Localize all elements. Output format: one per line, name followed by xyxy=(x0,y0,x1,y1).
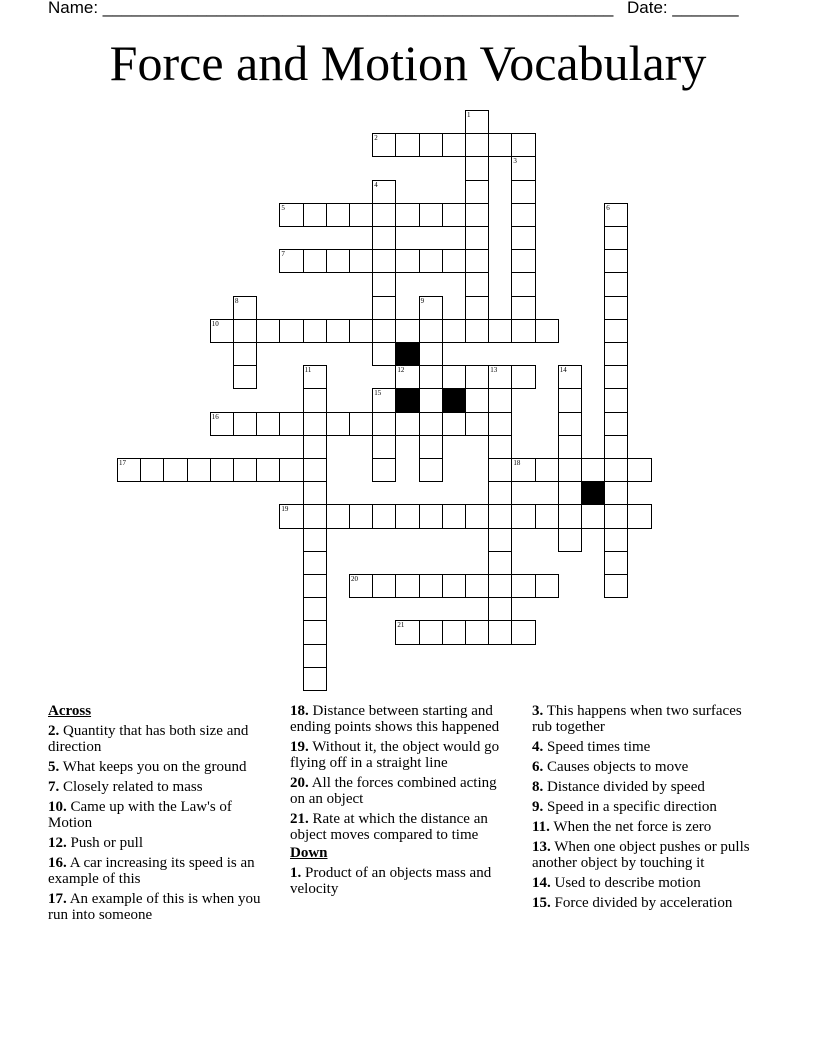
grid-cell[interactable] xyxy=(419,388,443,412)
grid-cell[interactable] xyxy=(279,319,303,343)
grid-cell[interactable] xyxy=(465,203,489,227)
grid-cell[interactable] xyxy=(442,133,466,157)
grid-cell[interactable] xyxy=(465,110,489,134)
grid-cell[interactable] xyxy=(488,458,512,482)
grid-cell[interactable] xyxy=(488,504,512,528)
grid-cell[interactable] xyxy=(372,226,396,250)
clue-across-10: 10. Came up with the Law's of Motion xyxy=(48,799,232,831)
across-heading: Across xyxy=(48,703,92,719)
grid-cell[interactable] xyxy=(140,458,164,482)
grid-cell[interactable] xyxy=(303,481,327,505)
grid-number: 18 xyxy=(513,459,521,467)
grid-cell[interactable] xyxy=(419,319,443,343)
grid-number: 8 xyxy=(235,296,239,305)
grid-cell[interactable] xyxy=(303,667,327,691)
grid-number: 12 xyxy=(397,366,405,375)
grid-cell[interactable] xyxy=(442,620,466,644)
grid-block xyxy=(581,481,605,505)
grid-cell[interactable] xyxy=(604,342,628,366)
grid-cell[interactable] xyxy=(279,249,303,273)
grid-cell[interactable] xyxy=(465,412,489,436)
grid-cell[interactable] xyxy=(395,203,419,227)
grid-cell[interactable] xyxy=(511,574,535,598)
grid-number: 14 xyxy=(559,366,567,375)
grid-cell[interactable] xyxy=(303,504,327,528)
grid-cell[interactable] xyxy=(372,133,396,157)
grid-number: 13 xyxy=(490,366,498,375)
grid-cell[interactable] xyxy=(303,365,327,389)
grid-number: 4 xyxy=(374,180,378,189)
grid-cell[interactable] xyxy=(511,504,535,528)
grid-cell[interactable] xyxy=(210,458,234,482)
grid-cell[interactable] xyxy=(604,296,628,320)
grid-cell[interactable] xyxy=(604,203,628,227)
grid-cell[interactable] xyxy=(395,365,419,389)
grid-cell[interactable] xyxy=(488,412,512,436)
grid-cell[interactable] xyxy=(558,458,582,482)
grid-cell[interactable] xyxy=(465,296,489,320)
grid-cell[interactable] xyxy=(117,458,141,482)
grid-number: 11 xyxy=(304,366,312,375)
grid-number: 10 xyxy=(211,319,219,328)
grid-cell[interactable] xyxy=(303,528,327,552)
grid-cell[interactable] xyxy=(604,528,628,552)
grid-cell[interactable] xyxy=(442,319,466,343)
grid-cell[interactable] xyxy=(349,203,373,227)
grid-cell[interactable] xyxy=(210,412,234,436)
grid-cell[interactable] xyxy=(372,388,396,412)
grid-cell[interactable] xyxy=(488,597,512,621)
grid-cell[interactable] xyxy=(558,388,582,412)
grid-cell[interactable] xyxy=(558,504,582,528)
grid-cell[interactable] xyxy=(558,481,582,505)
grid-cell[interactable] xyxy=(303,388,327,412)
grid-cell[interactable] xyxy=(465,319,489,343)
grid-cell[interactable] xyxy=(465,249,489,273)
grid-cell[interactable] xyxy=(488,574,512,598)
grid-number: 2 xyxy=(374,134,378,143)
grid-cell[interactable] xyxy=(372,249,396,273)
grid-cell[interactable] xyxy=(511,249,535,273)
grid-cell[interactable] xyxy=(349,504,373,528)
grid-cell[interactable] xyxy=(465,620,489,644)
grid-cell[interactable] xyxy=(511,365,535,389)
clue-column-2 xyxy=(290,703,512,901)
grid-cell[interactable] xyxy=(604,226,628,250)
grid-cell[interactable] xyxy=(535,458,559,482)
grid-cell[interactable] xyxy=(604,365,628,389)
grid-cell[interactable] xyxy=(303,203,327,227)
grid-cell[interactable] xyxy=(419,574,443,598)
clue-down-14: 14. Used to describe motion xyxy=(532,875,701,891)
grid-cell[interactable] xyxy=(581,504,605,528)
grid-cell[interactable] xyxy=(488,388,512,412)
grid-number: 5 xyxy=(281,203,285,212)
grid-cell[interactable] xyxy=(511,296,535,320)
grid-cell[interactable] xyxy=(326,203,350,227)
grid-cell[interactable] xyxy=(419,365,443,389)
grid-cell[interactable] xyxy=(303,458,327,482)
grid-cell[interactable] xyxy=(395,133,419,157)
grid-cell[interactable] xyxy=(233,342,257,366)
grid-cell[interactable] xyxy=(326,504,350,528)
grid-number: 21 xyxy=(397,621,405,630)
grid-cell[interactable] xyxy=(488,620,512,644)
grid-cell[interactable] xyxy=(372,180,396,204)
grid-cell[interactable] xyxy=(256,319,280,343)
grid-cell[interactable] xyxy=(303,597,327,621)
grid-cell[interactable] xyxy=(465,272,489,296)
grid-cell[interactable] xyxy=(233,412,257,436)
grid-cell[interactable] xyxy=(488,528,512,552)
clue-across-2: 2. Quantity that has both size and direction xyxy=(48,723,249,755)
grid-cell[interactable] xyxy=(488,133,512,157)
grid-cell[interactable] xyxy=(465,504,489,528)
clue-down-6: 6. Causes objects to move xyxy=(532,759,689,775)
grid-cell[interactable] xyxy=(442,574,466,598)
grid-block xyxy=(395,388,419,412)
grid-cell[interactable] xyxy=(395,249,419,273)
grid-cell[interactable] xyxy=(303,574,327,598)
clue-across-19: 19. Without it, the object would go flying off in a straight line xyxy=(290,739,500,771)
grid-cell[interactable] xyxy=(442,412,466,436)
grid-cell[interactable] xyxy=(604,551,628,575)
clue-down-11: 11. When the net force is zero xyxy=(532,819,712,835)
grid-cell[interactable] xyxy=(558,365,582,389)
grid-cell[interactable] xyxy=(488,319,512,343)
grid-cell[interactable] xyxy=(233,365,257,389)
grid-number: 16 xyxy=(211,412,219,421)
grid-number: 15 xyxy=(374,389,382,398)
grid-cell[interactable] xyxy=(395,574,419,598)
grid-cell[interactable] xyxy=(627,458,651,482)
grid-cell[interactable] xyxy=(372,342,396,366)
grid-cell[interactable] xyxy=(488,365,512,389)
grid-cell[interactable] xyxy=(511,272,535,296)
grid-cell[interactable] xyxy=(279,504,303,528)
grid-cell[interactable] xyxy=(163,458,187,482)
grid-cell[interactable] xyxy=(604,272,628,296)
grid-cell[interactable] xyxy=(604,319,628,343)
grid-cell[interactable] xyxy=(558,412,582,436)
grid-cell[interactable] xyxy=(488,481,512,505)
clue-down-4: 4. Speed times time xyxy=(532,739,651,755)
grid-cell[interactable] xyxy=(303,319,327,343)
grid-cell[interactable] xyxy=(535,504,559,528)
grid-cell[interactable] xyxy=(419,342,443,366)
grid-cell[interactable] xyxy=(279,412,303,436)
grid-cell[interactable] xyxy=(349,249,373,273)
grid-cell[interactable] xyxy=(511,203,535,227)
grid-cell[interactable] xyxy=(187,458,211,482)
grid-cell[interactable] xyxy=(604,504,628,528)
grid-cell[interactable] xyxy=(419,435,443,459)
grid-cell[interactable] xyxy=(372,458,396,482)
grid-number: 7 xyxy=(281,250,285,259)
grid-cell[interactable] xyxy=(256,458,280,482)
grid-cell[interactable] xyxy=(419,458,443,482)
grid-cell[interactable] xyxy=(488,435,512,459)
grid-cell[interactable] xyxy=(395,412,419,436)
grid-cell[interactable] xyxy=(604,458,628,482)
clue-down-8: 8. Distance divided by speed xyxy=(532,779,705,795)
grid-cell[interactable] xyxy=(442,203,466,227)
grid-cell[interactable] xyxy=(256,412,280,436)
grid-block xyxy=(395,342,419,366)
clue-across-18: 18. Distance between starting and ending points shows this happened xyxy=(290,703,500,735)
grid-cell[interactable] xyxy=(535,574,559,598)
clue-down-13: 13. When one object pushes or pulls another object by touching it xyxy=(532,839,750,871)
clue-across-7: 7. Closely related to mass xyxy=(48,779,203,795)
grid-cell[interactable] xyxy=(395,319,419,343)
date-field[interactable]: Date: _______ xyxy=(627,0,739,17)
grid-cell[interactable] xyxy=(326,319,350,343)
grid-cell[interactable] xyxy=(303,551,327,575)
grid-cell[interactable] xyxy=(349,574,373,598)
grid-number: 6 xyxy=(606,203,610,212)
grid-cell[interactable] xyxy=(511,226,535,250)
grid-cell[interactable] xyxy=(627,504,651,528)
clue-down-9: 9. Speed in a specific direction xyxy=(532,799,717,815)
grid-cell[interactable] xyxy=(511,133,535,157)
grid-number: 3 xyxy=(513,157,517,166)
grid-cell[interactable] xyxy=(465,226,489,250)
clue-down-3: 3. This happens when two surfaces rub together xyxy=(532,703,742,735)
grid-cell[interactable] xyxy=(465,156,489,180)
grid-cell[interactable] xyxy=(604,574,628,598)
grid-cell[interactable] xyxy=(233,458,257,482)
grid-cell[interactable] xyxy=(511,180,535,204)
clue-down-15: 15. Force divided by acceleration xyxy=(532,895,733,911)
grid-cell[interactable] xyxy=(419,203,443,227)
clue-across-16: 16. A car increasing its speed is an example of this xyxy=(48,855,255,887)
grid-cell[interactable] xyxy=(442,249,466,273)
grid-cell[interactable] xyxy=(279,203,303,227)
clue-across-17: 17. An example of this is when you run into someone xyxy=(48,891,261,923)
grid-cell[interactable] xyxy=(604,388,628,412)
grid-cell[interactable] xyxy=(419,249,443,273)
grid-cell[interactable] xyxy=(558,435,582,459)
grid-cell[interactable] xyxy=(604,412,628,436)
clue-across-21: 21. Rate at which the distance an object moves compared to time xyxy=(290,811,488,843)
grid-cell[interactable] xyxy=(303,249,327,273)
grid-cell[interactable] xyxy=(488,551,512,575)
grid-cell[interactable] xyxy=(511,620,535,644)
grid-cell[interactable] xyxy=(279,458,303,482)
clue-across-20: 20. All the forces combined acting on an object xyxy=(290,775,497,807)
down-heading: Down xyxy=(290,845,328,861)
grid-cell[interactable] xyxy=(303,620,327,644)
grid-cell[interactable] xyxy=(419,296,443,320)
grid-number: 20 xyxy=(351,575,358,583)
grid-block xyxy=(442,388,466,412)
grid-cell[interactable] xyxy=(511,319,535,343)
grid-cell[interactable] xyxy=(372,203,396,227)
grid-cell[interactable] xyxy=(511,156,535,180)
grid-cell[interactable] xyxy=(419,504,443,528)
clue-column-1 xyxy=(48,703,270,927)
grid-cell[interactable] xyxy=(604,481,628,505)
grid-cell[interactable] xyxy=(233,319,257,343)
grid-cell[interactable] xyxy=(372,412,396,436)
grid-cell[interactable] xyxy=(303,644,327,668)
grid-cell[interactable] xyxy=(419,412,443,436)
name-field[interactable]: Name: ______________________________________________________ xyxy=(48,0,614,17)
grid-cell[interactable] xyxy=(349,412,373,436)
grid-cell[interactable] xyxy=(465,365,489,389)
grid-cell[interactable] xyxy=(210,319,234,343)
grid-cell[interactable] xyxy=(419,133,443,157)
grid-cell[interactable] xyxy=(465,133,489,157)
grid-cell[interactable] xyxy=(349,319,373,343)
grid-cell[interactable] xyxy=(419,620,443,644)
grid-cell[interactable] xyxy=(372,272,396,296)
grid-number: 1 xyxy=(467,111,471,119)
grid-cell[interactable] xyxy=(442,365,466,389)
grid-number: 17 xyxy=(119,459,126,467)
grid-cell[interactable] xyxy=(581,458,605,482)
grid-cell[interactable] xyxy=(558,528,582,552)
grid-cell[interactable] xyxy=(303,435,327,459)
grid-cell[interactable] xyxy=(233,296,257,320)
grid-cell[interactable] xyxy=(326,412,350,436)
grid-cell[interactable] xyxy=(303,412,327,436)
grid-cell[interactable] xyxy=(395,620,419,644)
grid-cell[interactable] xyxy=(465,180,489,204)
grid-cell[interactable] xyxy=(372,296,396,320)
grid-cell[interactable] xyxy=(395,504,419,528)
grid-number: 9 xyxy=(420,296,425,305)
grid-cell[interactable] xyxy=(604,249,628,273)
clue-across-12: 12. Push or pull xyxy=(48,835,144,851)
grid-cell[interactable] xyxy=(465,574,489,598)
grid-cell[interactable] xyxy=(326,249,350,273)
grid-cell[interactable] xyxy=(372,504,396,528)
clue-across-5: 5. What keeps you on the ground xyxy=(48,759,247,775)
clue-down-1: 1. Product of an objects mass and velocity xyxy=(290,865,492,897)
grid-cell[interactable] xyxy=(372,435,396,459)
grid-cell[interactable] xyxy=(511,458,535,482)
clue-column-3 xyxy=(532,703,760,915)
grid-cell[interactable] xyxy=(604,435,628,459)
grid-cell[interactable] xyxy=(535,319,559,343)
grid-number: 19 xyxy=(281,505,289,514)
page-title: Force and Motion Vocabulary xyxy=(109,35,707,91)
grid-cell[interactable] xyxy=(372,319,396,343)
grid-cell[interactable] xyxy=(442,504,466,528)
grid-cell[interactable] xyxy=(372,574,396,598)
